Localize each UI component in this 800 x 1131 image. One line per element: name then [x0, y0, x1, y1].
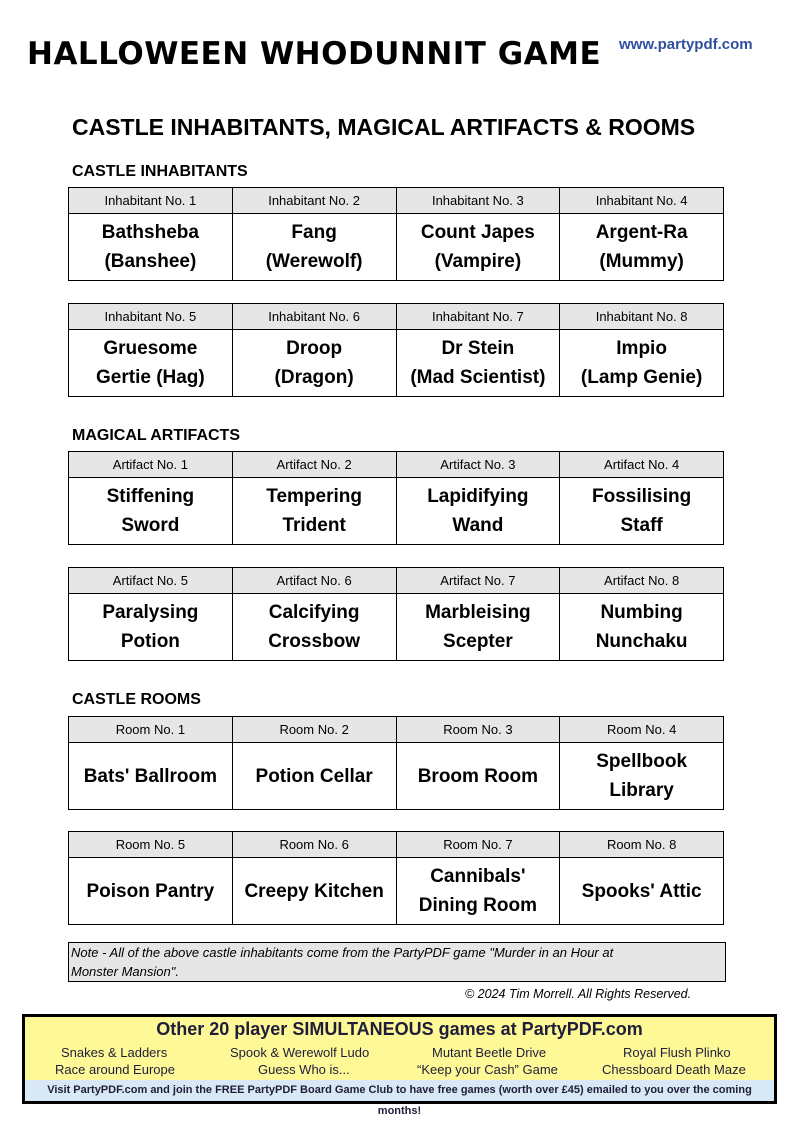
room-name	[560, 858, 724, 925]
name-line: Dr Stein	[441, 338, 515, 359]
note-line: Monster Mansion".	[71, 964, 179, 979]
inhabitant-label: Inhabitant No. 1	[69, 188, 233, 214]
room-label: Room No. 1	[69, 717, 233, 743]
name-line: Marbleising	[425, 602, 531, 623]
name-line: Staff	[620, 515, 663, 536]
room-name	[560, 743, 724, 810]
artifact-label: Artifact No. 8	[560, 568, 724, 594]
artifact-label: Artifact No. 7	[396, 568, 560, 594]
promo-game-item[interactable]: Mutant Beetle Drive	[432, 1045, 547, 1060]
rooms-table-2	[68, 831, 724, 925]
name-line: (Mad Scientist)	[410, 367, 546, 388]
site-url-link[interactable]: www.partypdf.com	[619, 36, 753, 53]
artifact-name	[396, 478, 560, 545]
inhabitant-name	[232, 330, 396, 397]
name-line: Count Japes	[420, 222, 535, 243]
inhabitant-name	[560, 214, 724, 281]
artifact-name	[396, 594, 560, 661]
name-line: Paralysing	[102, 602, 199, 623]
name-line: Calcifying	[268, 602, 360, 623]
inhabitant-label: Inhabitant No. 2	[232, 188, 396, 214]
name-line: Broom Room	[417, 765, 539, 787]
name-line: Droop	[286, 338, 343, 359]
artifacts-heading: MAGICAL ARTIFACTS	[72, 427, 240, 444]
page-title: HALLOWEEN WHODUNNIT GAME	[27, 36, 602, 72]
artifacts-table-2	[68, 567, 724, 661]
room-label: Room No. 8	[560, 832, 724, 858]
inhabitant-name	[396, 214, 560, 281]
inhabitant-label: Inhabitant No. 8	[560, 304, 724, 330]
name-line: (Dragon)	[274, 367, 354, 388]
artifact-label: Artifact No. 6	[232, 568, 396, 594]
room-label: Room No. 5	[69, 832, 233, 858]
artifact-label: Artifact No. 3	[396, 452, 560, 478]
name-line: Sword	[121, 515, 180, 536]
inhabitant-label: Inhabitant No. 6	[232, 304, 396, 330]
inhabitant-label: Inhabitant No. 4	[560, 188, 724, 214]
name-line: Potion	[120, 631, 180, 652]
name-line: Stiffening	[106, 486, 195, 507]
name-line: Scepter	[443, 631, 513, 652]
artifacts-table-1	[68, 451, 724, 545]
promo-game-item[interactable]: “Keep your Cash” Game	[417, 1062, 558, 1077]
room-name	[232, 743, 396, 810]
note-line: Note - All of the above castle inhabitants come from the PartyPDF game "Murder in an Hour at	[71, 945, 614, 960]
promo-game-item[interactable]: Guess Who is...	[258, 1062, 350, 1077]
name-line: Crossbow	[268, 631, 361, 652]
name-line: Impio	[616, 338, 667, 359]
inhabitant-label: Inhabitant No. 5	[69, 304, 233, 330]
name-line: Fang	[291, 222, 337, 243]
name-line: Spooks' Attic	[581, 880, 702, 902]
copyright: © 2024 Tim Morrell. All Rights Reserved.	[465, 987, 692, 1001]
name-line: Creepy Kitchen	[244, 880, 384, 902]
name-line: Potion Cellar	[255, 765, 373, 787]
artifact-name	[232, 594, 396, 661]
promo-game-item[interactable]: Race around Europe	[55, 1062, 175, 1077]
name-line: Library	[609, 780, 674, 801]
inhabitant-name	[560, 330, 724, 397]
name-line: (Werewolf)	[265, 251, 363, 272]
name-line: Gertie (Hag)	[96, 367, 205, 388]
name-line: Argent-Ra	[595, 222, 688, 243]
name-line: Fossilising	[592, 486, 692, 507]
room-name	[232, 858, 396, 925]
name-line: (Lamp Genie)	[580, 367, 703, 388]
artifact-label: Artifact No. 1	[69, 452, 233, 478]
room-label: Room No. 3	[396, 717, 560, 743]
inhabitants-table-2	[68, 303, 724, 397]
name-line: Tempering	[266, 486, 362, 507]
name-line: Nunchaku	[595, 631, 688, 652]
name-line: Trident	[282, 515, 346, 536]
name-line: Gruesome	[103, 338, 198, 359]
artifact-label: Artifact No. 5	[69, 568, 233, 594]
name-line: (Vampire)	[434, 251, 522, 272]
promo-game-item[interactable]: Spook & Werewolf Ludo	[230, 1045, 370, 1060]
room-name	[396, 743, 560, 810]
room-label: Room No. 4	[560, 717, 724, 743]
inhabitant-name	[69, 330, 233, 397]
name-line: (Mummy)	[599, 251, 684, 272]
promo-game-item[interactable]: Snakes & Ladders	[61, 1045, 168, 1060]
room-name	[69, 743, 233, 810]
promo-game-item[interactable]: Royal Flush Plinko	[623, 1045, 731, 1060]
section-subtitle: CASTLE INHABITANTS, MAGICAL ARTIFACTS & ROOMS	[72, 114, 696, 140]
promo-banner[interactable]	[22, 1014, 777, 1117]
name-line: Bathsheba	[101, 222, 199, 243]
inhabitant-name	[69, 214, 233, 281]
room-label: Room No. 2	[232, 717, 396, 743]
rooms-heading: CASTLE ROOMS	[72, 691, 201, 708]
inhabitant-label: Inhabitant No. 3	[396, 188, 560, 214]
promo-headline: Other 20 player SIMULTANEOUS games at PartyPDF.com	[156, 1019, 643, 1039]
room-name	[69, 858, 233, 925]
name-line: Cannibals'	[430, 866, 526, 887]
artifact-name	[69, 594, 233, 661]
room-name	[396, 858, 560, 925]
name-line: Spellbook	[596, 751, 688, 772]
rooms-table-1	[68, 716, 724, 810]
inhabitants-heading: CASTLE INHABITANTS	[72, 163, 248, 180]
promo-game-item[interactable]: Chessboard Death Maze	[602, 1062, 746, 1077]
promo-footer[interactable]: Visit PartyPDF.com and join the FREE PartyPDF Board Game Club to have free games (worth over £45) emailed to you over the coming months!	[25, 1080, 774, 1101]
inhabitants-table-1	[68, 187, 724, 281]
artifact-name	[560, 478, 724, 545]
artifact-label: Artifact No. 4	[560, 452, 724, 478]
name-line: Wand	[452, 515, 504, 536]
room-label: Room No. 7	[396, 832, 560, 858]
name-line: Poison Pantry	[86, 880, 215, 902]
inhabitant-name	[396, 330, 560, 397]
name-line: Dining Room	[418, 895, 537, 916]
name-line: (Banshee)	[104, 251, 197, 272]
name-line: Lapidifying	[427, 486, 529, 507]
artifact-name	[69, 478, 233, 545]
name-line: Bats' Ballroom	[83, 765, 218, 787]
room-label: Room No. 6	[232, 832, 396, 858]
note-box	[68, 942, 726, 982]
artifact-name	[560, 594, 724, 661]
inhabitant-name	[232, 214, 396, 281]
artifact-name	[232, 478, 396, 545]
artifact-label: Artifact No. 2	[232, 452, 396, 478]
name-line: Numbing	[600, 602, 683, 623]
inhabitant-label: Inhabitant No. 7	[396, 304, 560, 330]
